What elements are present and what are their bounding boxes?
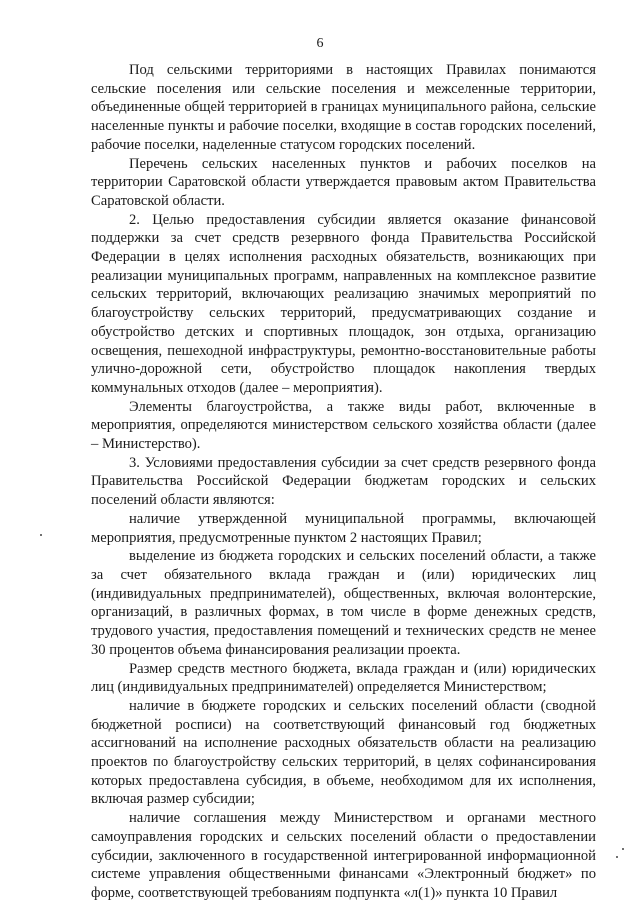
- paragraph-conditions-intro: 3. Условиями предоставления субсидии за счет средств резервного фонда Правительства Российской Федерации бюджетам городских и сельских поселений области являются:: [91, 454, 596, 509]
- paragraph-condition-budget-allocations: наличие в бюджете городских и сельских поселений области (сводной бюджетной росписи) на соответствующий финансовый год бюджетных ассигнований на исполнение расходных обязательств области на реализацию проектов по благоустройству сельских территорий, в целях софинансирования которых предоставлена субсидия, в объеме, необходимом для их исполнения, включая размер субсидии;: [91, 697, 596, 808]
- paragraph-condition-program: наличие утвержденной муниципальной программы, включающей мероприятия, предусмотренные пунктом 2 настоящих Правил;: [91, 510, 596, 546]
- scan-speck: [616, 856, 618, 858]
- paragraph-settlement-list: Перечень сельских населенных пунктов и рабочих поселков на территории Саратовской области утверждается правовым актом Правительства Саратовской области.: [91, 155, 596, 209]
- paragraph-local-budget-size: Размер средств местного бюджета, вклада граждан и (или) юридических лиц (индивидуальных предпринимателей) определяется Министерством;: [91, 660, 596, 696]
- paragraph-improvement-elements: Элементы благоустройства, а также виды работ, включенные в мероприятия, определяются министерством сельского хозяйства области (далее – Министерство).: [91, 398, 596, 453]
- document-body: [91, 61, 596, 903]
- scan-speck: [622, 848, 624, 850]
- scan-speck: [40, 534, 42, 536]
- paragraph-condition-cofinancing: выделение из бюджета городских и сельских поселений области, а также за счет обязательного вклада граждан и (или) юридических лиц (индивидуальных предпринимателей), общественных, включая волонтерские, организаций, в различных формах, в том числе в форме денежных средств, трудового участия, предоставления помещений и технических средств не менее 30 процентов объема финансирования реализации проекта.: [91, 548, 596, 658]
- page-number: 6: [316, 36, 324, 51]
- paragraph-condition-agreement: наличие соглашения между Министерством и органами местного самоуправления городских и сельских поселений области о предоставлении субсидии, заключенного в государственной интегрированной информационной системе управления общественными финансами «Электронный бюджет» по форме, соответствующей требованиям подпункта «л(1)» пункта 10 Правил: [91, 810, 596, 901]
- paragraph-subsidy-purpose: 2. Целью предоставления субсидии является оказание финансовой поддержки за счет средств резервного фонда Правительства Российской Федерации в целях исполнения расходных обязательств, возникающих при реализации муниципальных программ, направленных на комплексное развитие сельских территорий, включающих реализацию значимых мероприятий по благоустройству сельских территорий, предусматривающих создание и обустройство детских и спортивных площадок, зон отдыха, организацию освещения, пешеходной инфраструктуры, ремонтно-восстановительные работы улично-дорожной сети, обустройство площадок накопления твердых коммунальных отходов (далее – мероприятия).: [91, 211, 596, 396]
- paragraph-rural-territories: Под сельскими территориями в настоящих Правилах понимаются сельские поселения или сельские поселения и межселенные территории, объединенные общей территорией в границах муниципального района, сельские населенные пункты и рабочие поселки, входящие в состав городских поселений, рабочие поселки, наделенные статусом городских поселений.: [91, 62, 596, 153]
